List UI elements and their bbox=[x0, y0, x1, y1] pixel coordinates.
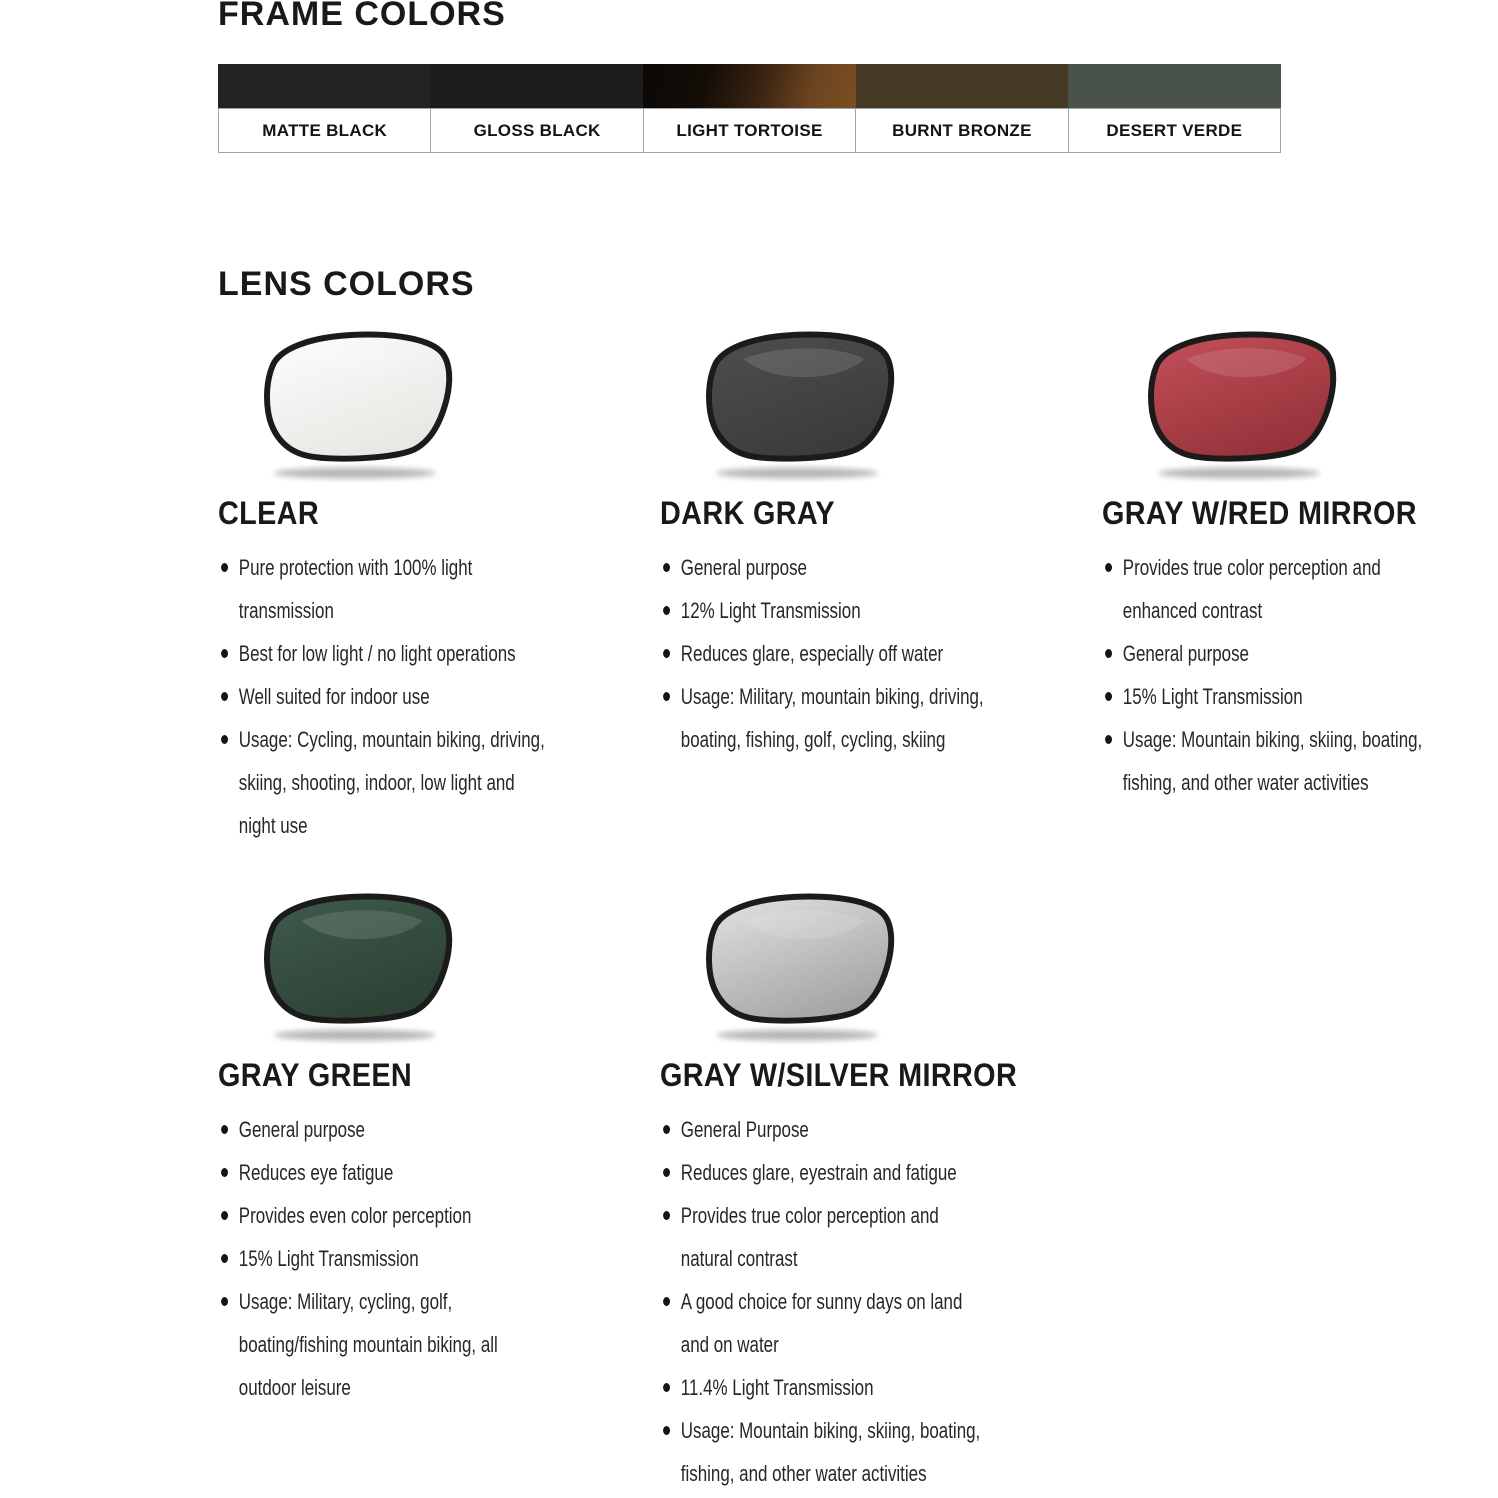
lens-bullet: Reduces glare, eyestrain and fatigue bbox=[660, 1151, 990, 1194]
lens-image-dark-gray bbox=[686, 325, 914, 483]
lens-bullet: Best for low light / no light operations bbox=[218, 632, 548, 675]
frame-swatch-label-gloss-black: GLOSS BLACK bbox=[430, 109, 642, 152]
frame-swatch-label-burnt-bronze: BURNT BRONZE bbox=[855, 109, 1067, 152]
lens-image-gray-w-silver-mirror bbox=[686, 887, 914, 1045]
frame-colors-swatch-bar bbox=[218, 64, 1281, 153]
lens-bullet: Provides true color perception and enhanced contrast bbox=[1102, 546, 1432, 632]
lens-bullet: General purpose bbox=[1102, 632, 1432, 675]
lens-bullet: Usage: Mountain biking, skiing, boating, fishing, and other water activities bbox=[1102, 718, 1432, 804]
frame-swatch-label-desert-verde: DESERT VERDE bbox=[1068, 109, 1280, 152]
lens-bullet: Provides even color perception bbox=[218, 1194, 548, 1237]
lens-bullet: Reduces eye fatigue bbox=[218, 1151, 548, 1194]
lens-colors-title: LENS COLORS bbox=[218, 265, 475, 303]
lens-bullet: 12% Light Transmission bbox=[660, 589, 990, 632]
lens-image-clear bbox=[244, 325, 472, 483]
frame-swatch-desert-verde bbox=[1068, 64, 1281, 108]
lens-image-gray-w-red-mirror bbox=[1128, 325, 1356, 483]
lens-name-dark-gray: DARK GRAY bbox=[660, 495, 836, 531]
lens-bullet: Reduces glare, especially off water bbox=[660, 632, 990, 675]
frame-label-row bbox=[218, 108, 1281, 153]
lens-bullet: Well suited for indoor use bbox=[218, 675, 548, 718]
frame-swatch-matte-black bbox=[218, 64, 431, 108]
lens-card-gray-green bbox=[218, 887, 646, 1495]
lens-bullet: General Purpose bbox=[660, 1108, 990, 1151]
lens-bullet: 15% Light Transmission bbox=[1102, 675, 1432, 718]
lens-name-gray-w-silver-mirror: GRAY W/SILVER MIRROR bbox=[660, 1057, 1018, 1093]
lens-bullets-clear bbox=[218, 546, 548, 847]
lens-card-gray-w-silver-mirror bbox=[660, 887, 1088, 1495]
frame-swatch-light-tortoise bbox=[643, 64, 856, 108]
frame-swatch-burnt-bronze bbox=[856, 64, 1069, 108]
lens-bullets-gray-w-silver-mirror bbox=[660, 1108, 990, 1495]
frame-swatch-label-light-tortoise: LIGHT TORTOISE bbox=[643, 109, 855, 152]
lens-card-dark-gray bbox=[660, 325, 1088, 847]
lens-bullet: Provides true color perception and natural contrast bbox=[660, 1194, 990, 1280]
lens-bullets-dark-gray bbox=[660, 546, 990, 761]
lens-bullets-gray-w-red-mirror bbox=[1102, 546, 1432, 804]
lens-bullet: 15% Light Transmission bbox=[218, 1237, 548, 1280]
lens-grid bbox=[218, 325, 1423, 1495]
frame-swatch-row bbox=[218, 64, 1281, 108]
lens-bullet: General purpose bbox=[660, 546, 990, 589]
lens-bullet: Usage: Cycling, mountain biking, driving, skiing, shooting, indoor, low light and night use bbox=[218, 718, 548, 847]
lens-card-clear bbox=[218, 325, 646, 847]
lens-bullet: A good choice for sunny days on land and on water bbox=[660, 1280, 990, 1366]
lens-bullets-gray-green bbox=[218, 1108, 548, 1409]
lens-bullet: Usage: Military, mountain biking, driving, boating, fishing, golf, cycling, skiing bbox=[660, 675, 990, 761]
lens-name-clear: CLEAR bbox=[218, 495, 319, 531]
frame-swatch-gloss-black bbox=[431, 64, 644, 108]
lens-bullet: General purpose bbox=[218, 1108, 548, 1151]
frame-swatch-label-matte-black: MATTE BLACK bbox=[262, 120, 388, 140]
lens-card-gray-w-red-mirror bbox=[1102, 325, 1498, 847]
frame-colors-title: FRAME COLORS bbox=[218, 0, 506, 33]
lens-bullet: Pure protection with 100% light transmission bbox=[218, 546, 548, 632]
lens-bullet: Usage: Military, cycling, golf, boating/fishing mountain biking, all outdoor leisure bbox=[218, 1280, 548, 1409]
product-info-panel bbox=[218, 0, 1423, 1495]
lens-image-gray-green bbox=[244, 887, 472, 1045]
lens-name-gray-w-red-mirror: GRAY W/RED MIRROR bbox=[1102, 495, 1417, 531]
lens-name-gray-green: GRAY GREEN bbox=[218, 1057, 413, 1093]
lens-bullet: 11.4% Light Transmission bbox=[660, 1366, 990, 1409]
lens-bullet: Usage: Mountain biking, skiing, boating, fishing, and other water activities bbox=[660, 1409, 990, 1495]
